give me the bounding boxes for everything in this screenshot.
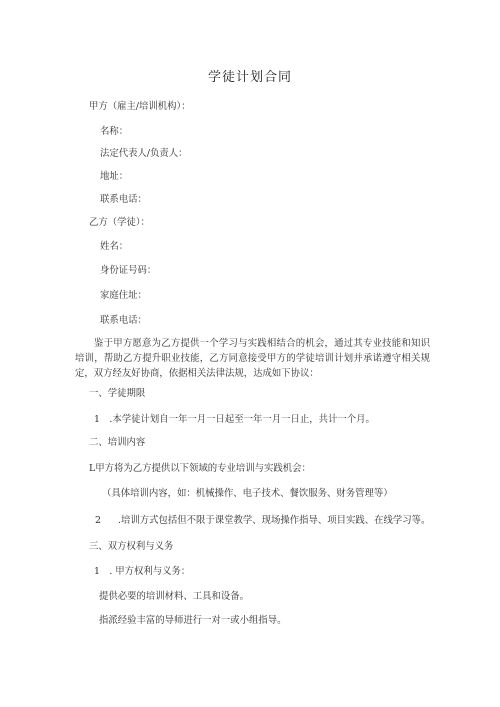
- section-1-item-1: 1 .本学徒计划自一年一月一日起至一年一月一日止，共计一个月。: [94, 414, 375, 425]
- party-b-name-label: 姓名：: [100, 241, 129, 252]
- party-a-name-label: 名称：: [100, 126, 129, 137]
- document-title: 学徒计划合同: [207, 70, 292, 85]
- section-3-duty-1: 提供必要的培训材料、工具和设备。: [99, 591, 250, 602]
- section-3-duty-2: 指派经验丰富的导师进行一对一或小组指导。: [99, 615, 287, 626]
- section-2-item-1-detail: （具体培训内容，如：机械操作、电子技术、餐饮服务、财务管理等）: [102, 488, 393, 499]
- party-b-id-label: 身份证号码：: [100, 265, 157, 276]
- party-b-address-label: 家庭住址：: [100, 290, 147, 301]
- party-a-legal-rep-label: 法定代表人/负责人：: [100, 148, 188, 159]
- section-2-item-2-text: .培训方式包括但不限于课堂教学、现场操作指导、项目实践、在线学习等。: [118, 515, 431, 526]
- preamble-paragraph: 鉴于甲方愿意为乙方提供一个学习与实践相结合的机会，通过其专业技能和知识培训，帮助乙方提升职业技能，乙方同意接受甲方的学徒培训计划并承诺遵守相关规定，双方经友好协商，依据相关法律法规，达成如下协议：: [75, 338, 430, 379]
- section-2-heading: 二、培训内容: [89, 437, 146, 448]
- party-a-address-label: 地址：: [100, 171, 129, 182]
- section-1-heading: 一、学徒期限: [89, 388, 146, 399]
- party-b-heading: 乙方（学徒）：: [89, 217, 150, 228]
- party-a-heading: 甲方（雇主/培训机构）：: [89, 101, 191, 112]
- section-3-heading: 三、双方权利与义务: [89, 541, 174, 552]
- section-2-item-2-number: 2: [95, 515, 101, 526]
- party-b-phone-label: 联系电话：: [100, 315, 147, 326]
- party-a-phone-label: 联系电话：: [100, 194, 147, 205]
- section-3-item-1: 1 . 甲方权利与义务：: [94, 566, 191, 577]
- section-2-item-1: L甲方将为乙方提供以下领域的专业培训与实践机会：: [89, 463, 311, 474]
